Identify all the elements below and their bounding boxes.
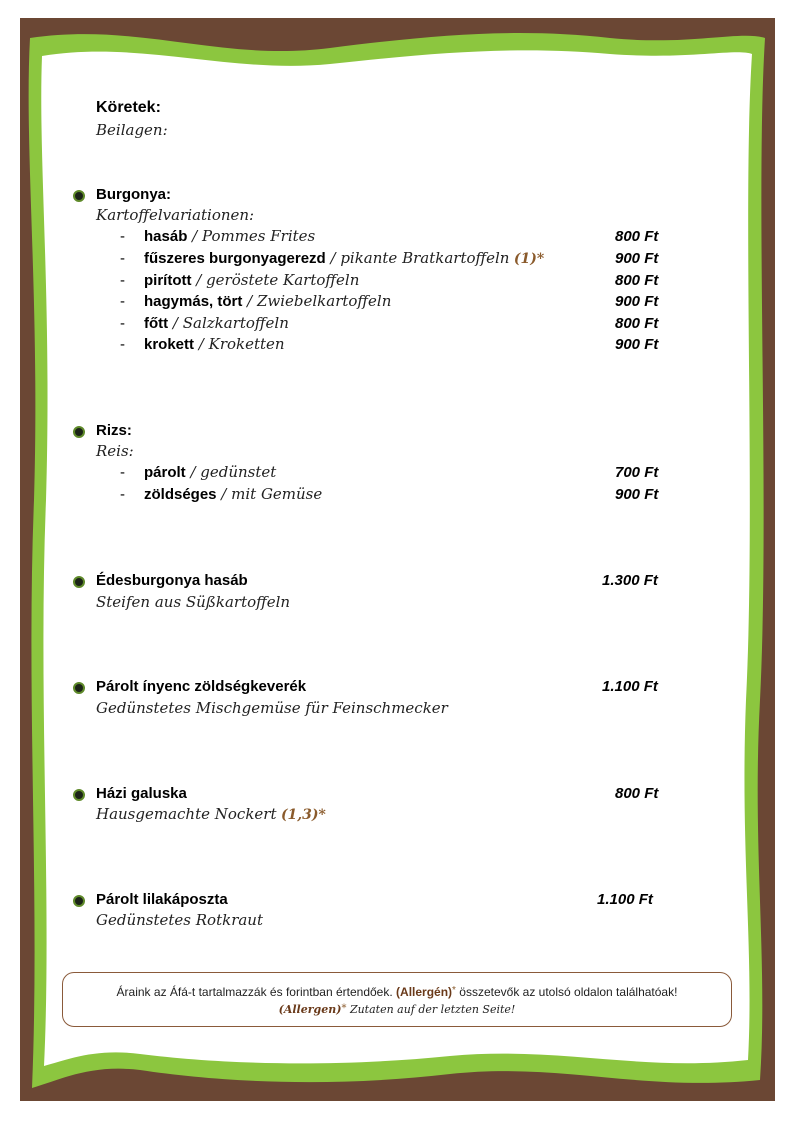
item-subtitle-zoldsegkeverek: Gedünstetes Mischgemüse für Feinschmecker bbox=[96, 699, 448, 717]
menu-item-piritott bbox=[144, 271, 359, 290]
list-dash: - bbox=[120, 293, 125, 310]
section-title-burgonya: Burgonya: bbox=[96, 186, 171, 203]
item-name-de: Pommes Frites bbox=[201, 227, 316, 245]
footer-allergen-label: (Allergén) bbox=[396, 985, 453, 999]
section-subtitle-burgonya: Kartoffelvariationen: bbox=[96, 206, 255, 224]
item-price: 1.100 Ft bbox=[597, 891, 653, 908]
item-price: 1.100 Ft bbox=[602, 678, 658, 695]
item-separator: / bbox=[185, 463, 201, 481]
item-price: 800 Ft bbox=[615, 315, 659, 332]
bullet-icon bbox=[73, 682, 85, 694]
item-name-de: Salzkartoffeln bbox=[182, 314, 289, 332]
item-name-hu: pirított bbox=[144, 272, 192, 289]
item-price: 700 Ft bbox=[615, 464, 659, 481]
item-price: 900 Ft bbox=[615, 336, 659, 353]
item-name-hu: hasáb bbox=[144, 228, 188, 245]
menu-item-fott bbox=[144, 314, 289, 333]
item-separator: / bbox=[216, 485, 232, 503]
menu-item-burgonyagerezd bbox=[144, 249, 544, 268]
item-name-de: pikante Bratkartoffeln bbox=[340, 249, 510, 267]
section-title-rizs: Rizs: bbox=[96, 422, 132, 439]
menu-item-hasab bbox=[144, 227, 315, 246]
item-name-hu: párolt bbox=[144, 464, 186, 481]
item-name-hu: hagymás, tört bbox=[144, 293, 243, 310]
item-price: 800 Ft bbox=[615, 785, 659, 802]
list-dash: - bbox=[120, 272, 125, 289]
item-separator: / bbox=[194, 335, 209, 353]
item-separator: / bbox=[242, 292, 257, 310]
footer-text: Áraink az Áfá-t tartalmazzák és forintban értendőek. bbox=[116, 985, 393, 999]
item-name-de: Hausgemachte Nockert bbox=[96, 805, 277, 823]
footer-line-hu bbox=[63, 985, 731, 999]
bullet-icon bbox=[73, 576, 85, 588]
footer-star: * bbox=[341, 1003, 347, 1014]
item-title-lilakaposzta: Párolt lilakáposzta bbox=[96, 891, 228, 908]
list-dash: - bbox=[120, 250, 125, 267]
item-subtitle-lilakaposzta: Gedünstetes Rotkraut bbox=[96, 911, 263, 929]
footer-star: * bbox=[452, 985, 456, 996]
item-price: 1.300 Ft bbox=[602, 572, 658, 589]
footer-text: összetevők az utolsó oldalon találhatóak! bbox=[459, 985, 678, 999]
item-name-de: gedünstet bbox=[200, 463, 277, 481]
item-name-de: mit Gemüse bbox=[231, 485, 323, 503]
item-separator: / bbox=[168, 314, 183, 332]
bullet-icon bbox=[73, 789, 85, 801]
footer-text: Zutaten auf der letzten Seite! bbox=[349, 1003, 516, 1016]
item-title-edesburgonya: Édesburgonya hasáb bbox=[96, 572, 248, 589]
allergen-code: (1,3)* bbox=[280, 807, 326, 823]
list-dash: - bbox=[120, 486, 125, 503]
item-price: 800 Ft bbox=[615, 272, 659, 289]
footer-note bbox=[62, 972, 732, 1027]
list-dash: - bbox=[120, 464, 125, 481]
list-dash: - bbox=[120, 228, 125, 245]
list-dash: - bbox=[120, 315, 125, 332]
page-heading-de: Beilagen: bbox=[96, 121, 168, 139]
item-name-hu: fűszeres burgonyagerezd bbox=[144, 250, 326, 267]
menu-item-zoldseges bbox=[144, 485, 322, 504]
item-name-hu: krokett bbox=[144, 336, 195, 353]
allergen-code: (1)* bbox=[513, 251, 545, 267]
item-price: 900 Ft bbox=[615, 250, 659, 267]
item-subtitle-edesburgonya: Steifen aus Süßkartoffeln bbox=[96, 593, 291, 611]
item-subtitle-galuska bbox=[96, 805, 326, 824]
item-price: 900 Ft bbox=[615, 486, 659, 503]
menu-item-krokett bbox=[144, 335, 285, 354]
item-price: 800 Ft bbox=[615, 228, 659, 245]
item-name-hu: zöldséges bbox=[144, 486, 217, 503]
item-name-hu: főtt bbox=[144, 315, 169, 332]
footer-line-de bbox=[63, 1003, 731, 1016]
item-price: 900 Ft bbox=[615, 293, 659, 310]
item-name-de: geröstete Kartoffeln bbox=[206, 271, 360, 289]
item-title-galuska: Házi galuska bbox=[96, 785, 187, 802]
item-separator: / bbox=[325, 249, 341, 267]
item-separator: / bbox=[187, 227, 202, 245]
bullet-icon bbox=[73, 190, 85, 202]
list-dash: - bbox=[120, 336, 125, 353]
item-separator: / bbox=[191, 271, 207, 289]
section-subtitle-rizs: Reis: bbox=[96, 442, 134, 460]
footer-allergen-label: (Allergen) bbox=[278, 1003, 342, 1016]
item-name-de: Kroketten bbox=[208, 335, 285, 353]
bullet-icon bbox=[73, 426, 85, 438]
menu-item-hagymas bbox=[144, 292, 391, 311]
item-name-de: Zwiebelkartoffeln bbox=[256, 292, 392, 310]
bullet-icon bbox=[73, 895, 85, 907]
item-title-zoldsegkeverek: Párolt ínyenc zöldségkeverék bbox=[96, 678, 307, 695]
menu-item-parolt bbox=[144, 463, 276, 482]
page-heading: Köretek: bbox=[96, 99, 161, 116]
